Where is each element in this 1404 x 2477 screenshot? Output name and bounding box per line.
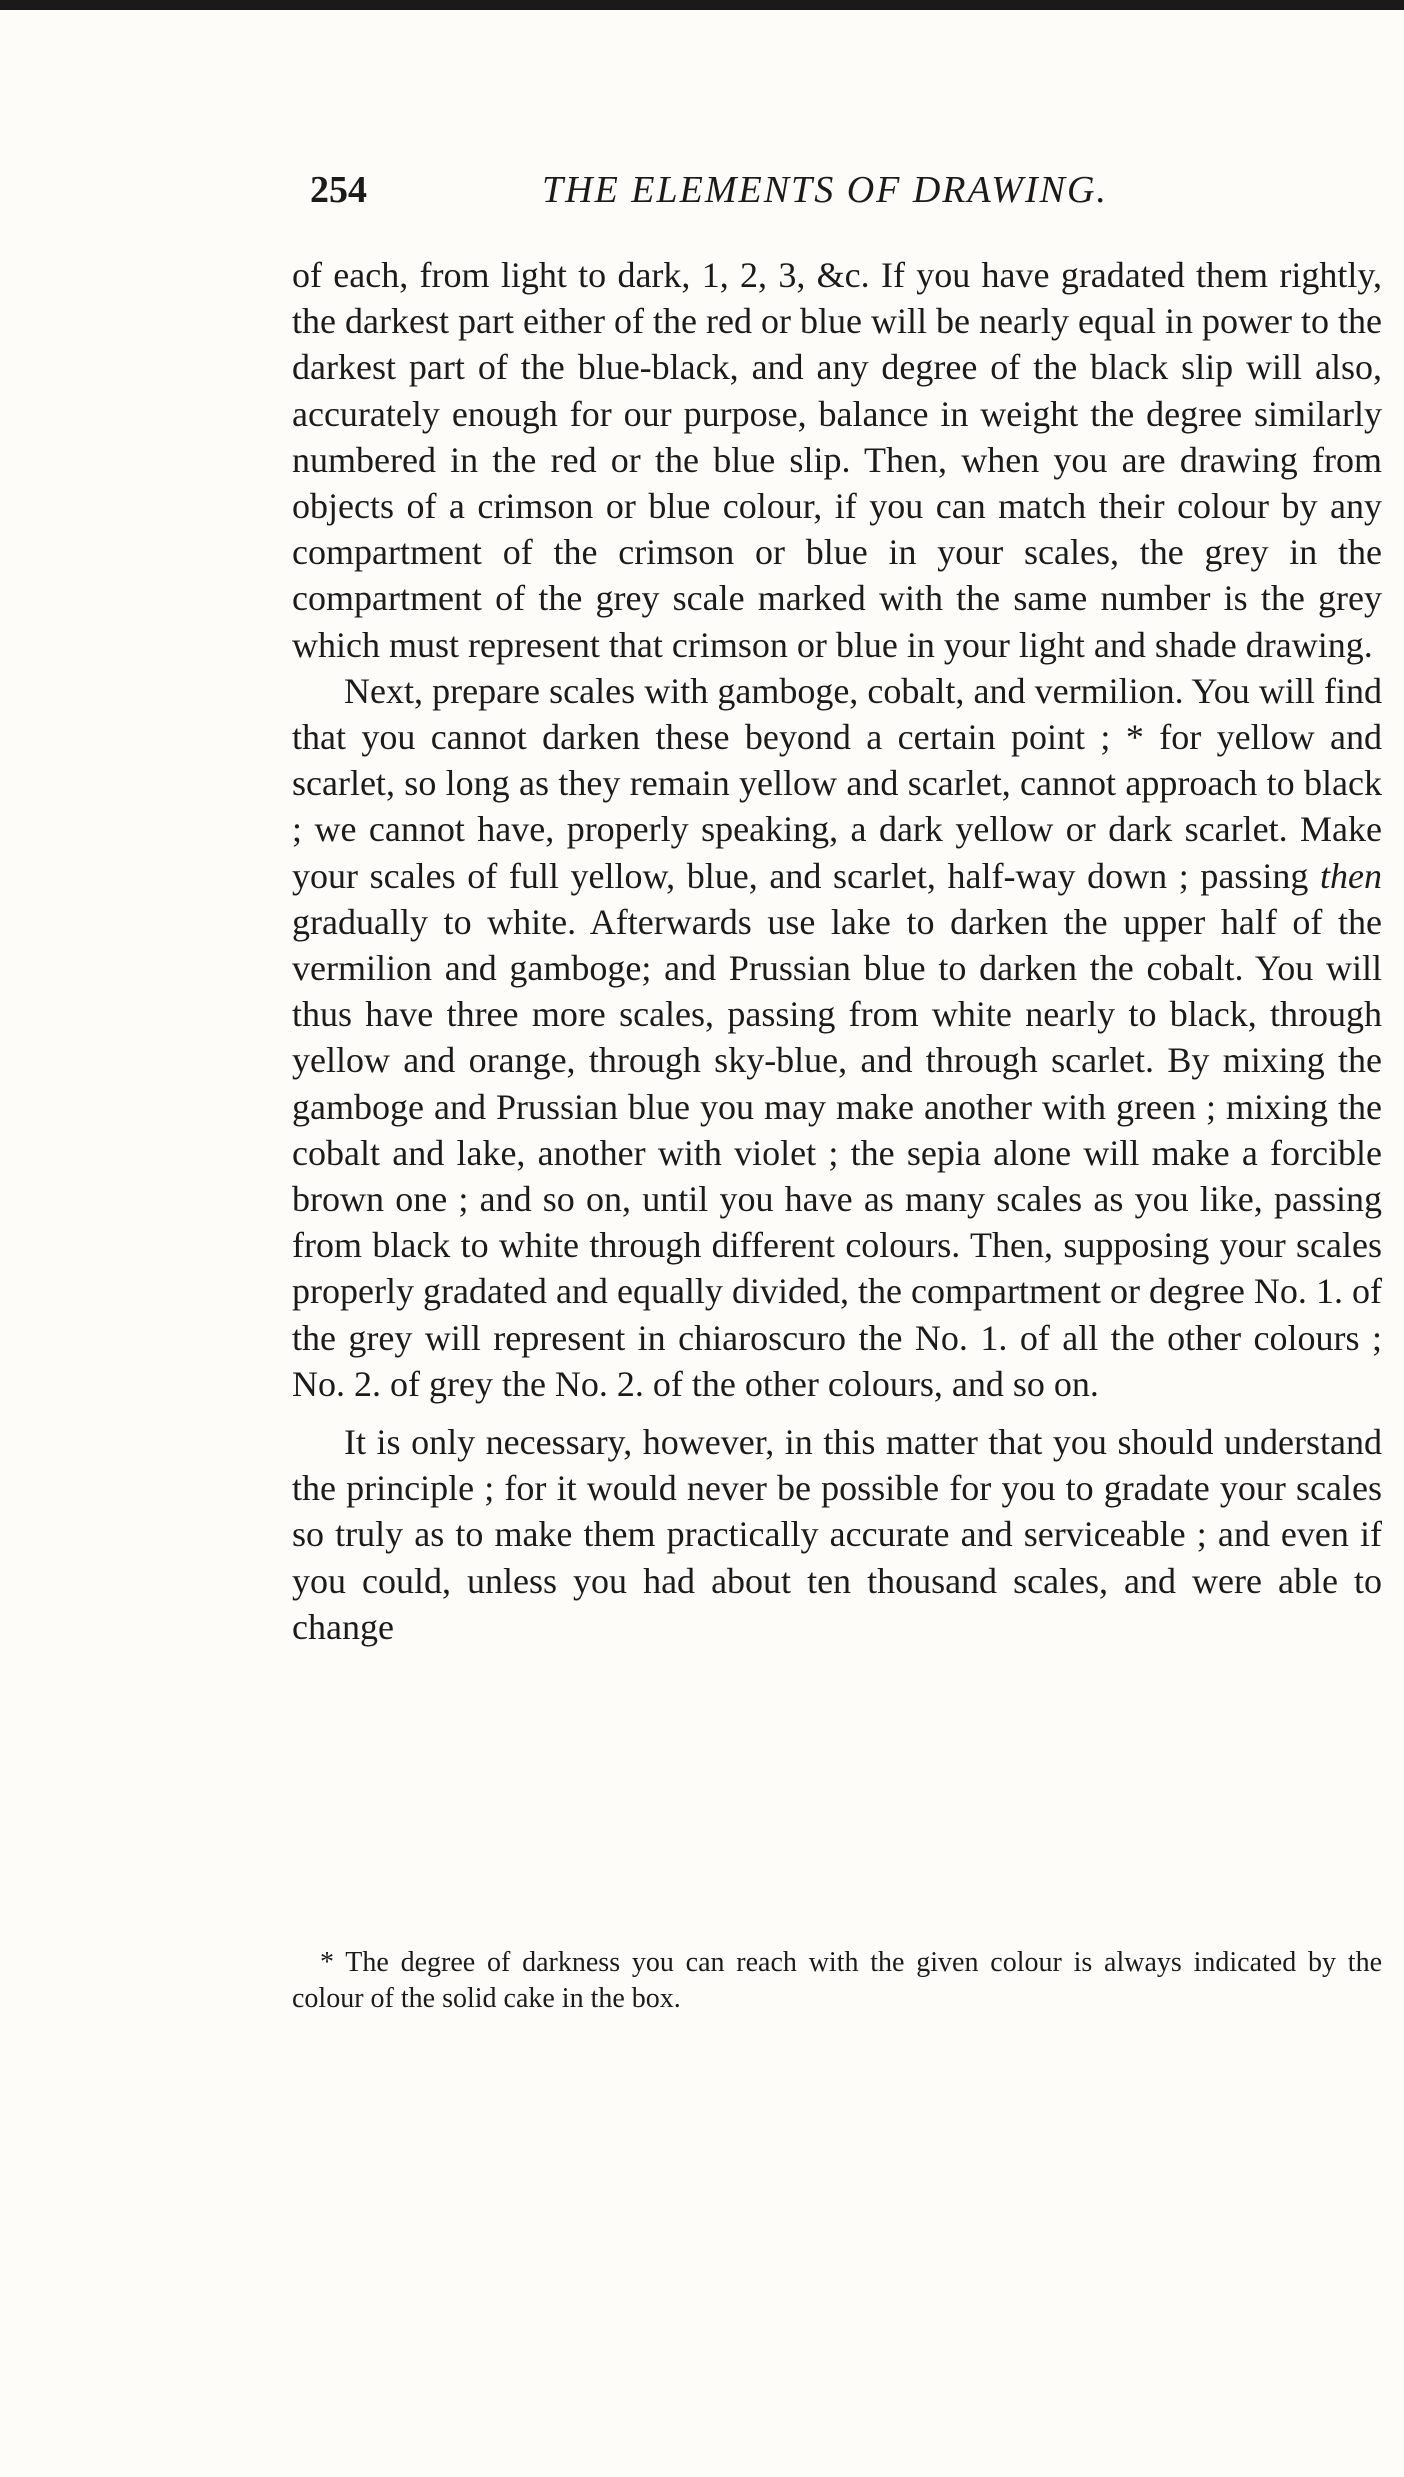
paragraph-3: It is only necessary, however, in this matter that you should understand the principle ; for it would never be possible for you to gradate your scales so truly as to make them practically accurate and serviceable ; and even if you could, unless you had about ten thousand scales, and were able to change (292, 1422, 1382, 1647)
page-header (310, 168, 1190, 212)
top-edge-rule (0, 0, 1404, 10)
paragraph-1: of each, from light to dark, 1, 2, 3, &c. If you have gradated them rightly, the darkest part either of the red or blue will be nearly equal in power to the darkest part of the blue-black, and any degree of the black slip will also, accurately enough for our purpose, balance in weight the degree similarly numbered in the red or the blue slip. Then, when you are drawing from objects of a crimson or blue colour, if you can match their colour by any compartment of the crimson or blue in your scales, the grey in the compartment of the grey scale marked with the same number is the grey which must represent that crimson or blue in your light and shade drawing. (292, 255, 1382, 665)
page-number: 254 (310, 169, 367, 211)
paragraph-2-part-1: Next, prepare scales with gamboge, cobalt, and vermilion. You will find that you cannot darken these beyond a certain point ; * for yellow and scarlet, so long as they remain yellow and scarlet, cannot approach to black ; we cannot have, properly speaking, a dark yellow or dark scarlet. Make your scales of full yellow, blue, and scarlet, half-way down ; passing (292, 670, 1382, 896)
running-title: THE ELEMENTS OF DRAWING. (542, 169, 1108, 211)
footnote-text: * The degree of darkness you can reach with the given colour is always indicated by the colour of the solid cake in the box. (292, 1947, 1382, 2014)
body-text (292, 252, 1382, 1650)
footnote (292, 1945, 1382, 2017)
paragraph-2-italic: then (1320, 855, 1382, 896)
paragraph-2-part-2: gradually to white. Afterwards use lake to darken the upper half of the vermilion and gamboge; and Prussian blue to darken the cobalt. You will thus have three more scales, passing from white nearly to black, through yellow and orange, through sky-blue, and through scarlet. By mixing the gamboge and Prussian blue you may make another with green ; mixing the cobalt and lake, another with violet ; the sepia alone will make a forcible brown one ; and so on, until you have as many scales as you like, passing from black to white through different colours. Then, supposing your scales properly gradated and equally divided, the compartment or degree No. 1. of the grey will represent in chiaroscuro the No. 1. of all the other colours ; No. 2. of grey the No. 2. of the other colours, and so on. (292, 901, 1382, 1404)
paragraph-2 (292, 668, 1382, 1407)
